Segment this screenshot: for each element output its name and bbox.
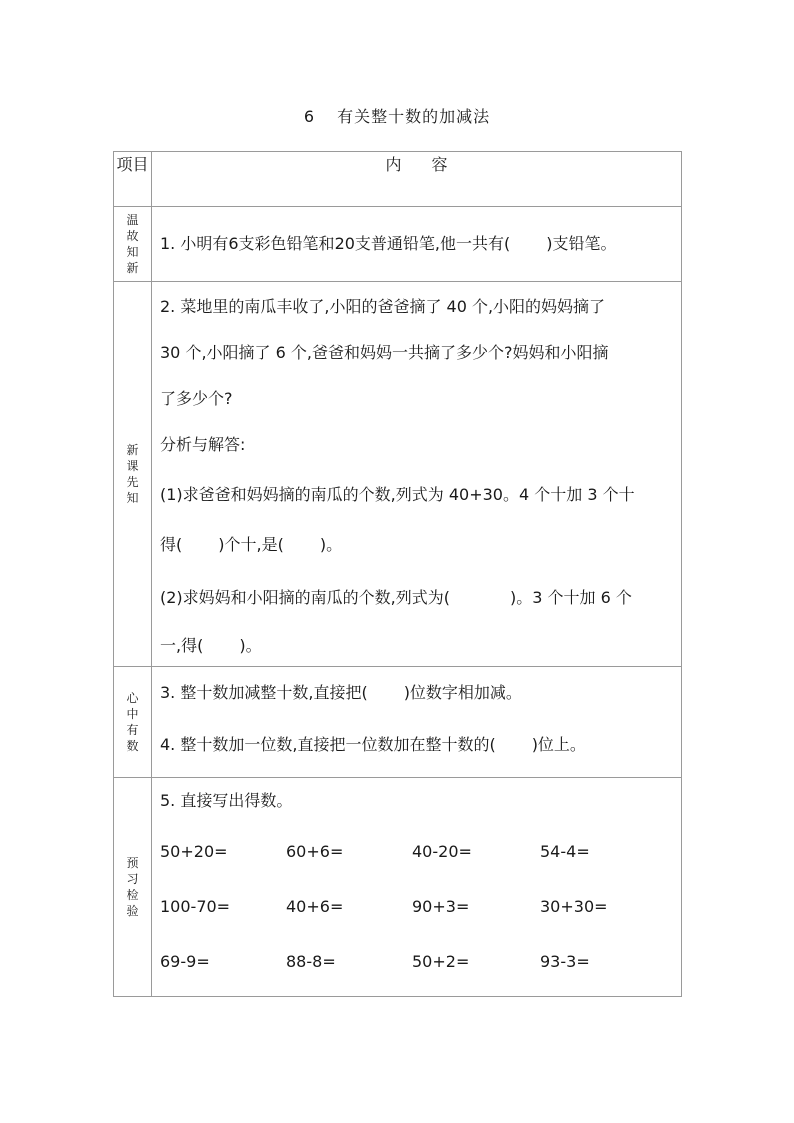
question-2: 2. 菜地里的南瓜丰收了,小阳的爸爸摘了 40 个,小阳的妈妈摘了 30 个,小阳摘了 6 个,爸爸和妈妈一共摘了多少个?妈妈和小阳摘 了多少个? 分析与解答: (1)求爸爸和妈妈摘的南瓜的个数,列式为 40+30。4 个十加 3 个十 得( )个十,是( )。 (2)求妈妈和小阳摘的南瓜的个数,列式为( )。3 个十加 6 个 一,得( )。 [152, 282, 682, 667]
section-label-preview: 预习检验 [114, 778, 152, 997]
question-1: 1. 小明有6支彩色铅笔和20支普通铅笔,他一共有( )支铅笔。 [152, 207, 682, 282]
header-content [152, 152, 682, 207]
question-5: 5. 直接写出得数。 50+20= 60+6= 40-20= 54-4= 100-70= 40+6= 90+3= 30+30= 69-9= 88-8= 50+2= 93-3= [152, 778, 682, 997]
header-content-b: 容 [431, 155, 448, 174]
calc-item: 50+20= [160, 842, 228, 861]
page-title [0, 104, 794, 127]
calculation-grid [160, 824, 675, 989]
question-3-4: 3. 整十数加减整十数,直接把( )位数字相加减。 4. 整十数加一位数,直接把一位数加在整十数的( )位上。 [152, 667, 682, 778]
section-review [114, 207, 682, 282]
calc-item: 60+6= [286, 842, 344, 861]
section-preview [114, 778, 682, 997]
calc-item: 40-20= [412, 842, 472, 861]
calc-item: 69-9= [160, 952, 210, 971]
calc-item: 40+6= [286, 897, 344, 916]
section-mind [114, 667, 682, 778]
calc-item: 93-3= [540, 952, 590, 971]
calc-item: 100-70= [160, 897, 231, 916]
header-content-a: 内 [385, 155, 402, 174]
section-label-mind: 心中有数 [114, 667, 152, 778]
lesson-number: 6 [303, 107, 316, 126]
lesson-title: 有关整十数的加减法 [337, 107, 491, 126]
header-row [114, 152, 682, 207]
calc-item: 90+3= [412, 897, 470, 916]
worksheet-table [113, 151, 682, 997]
section-label-new: 新课先知 [114, 282, 152, 667]
section-label-review: 温故知新 [114, 207, 152, 282]
calc-item: 54-4= [540, 842, 590, 861]
calc-item: 88-8= [286, 952, 336, 971]
calc-item: 30+30= [540, 897, 608, 916]
calc-item: 50+2= [412, 952, 470, 971]
header-item: 项目 [114, 152, 152, 207]
section-new [114, 282, 682, 667]
